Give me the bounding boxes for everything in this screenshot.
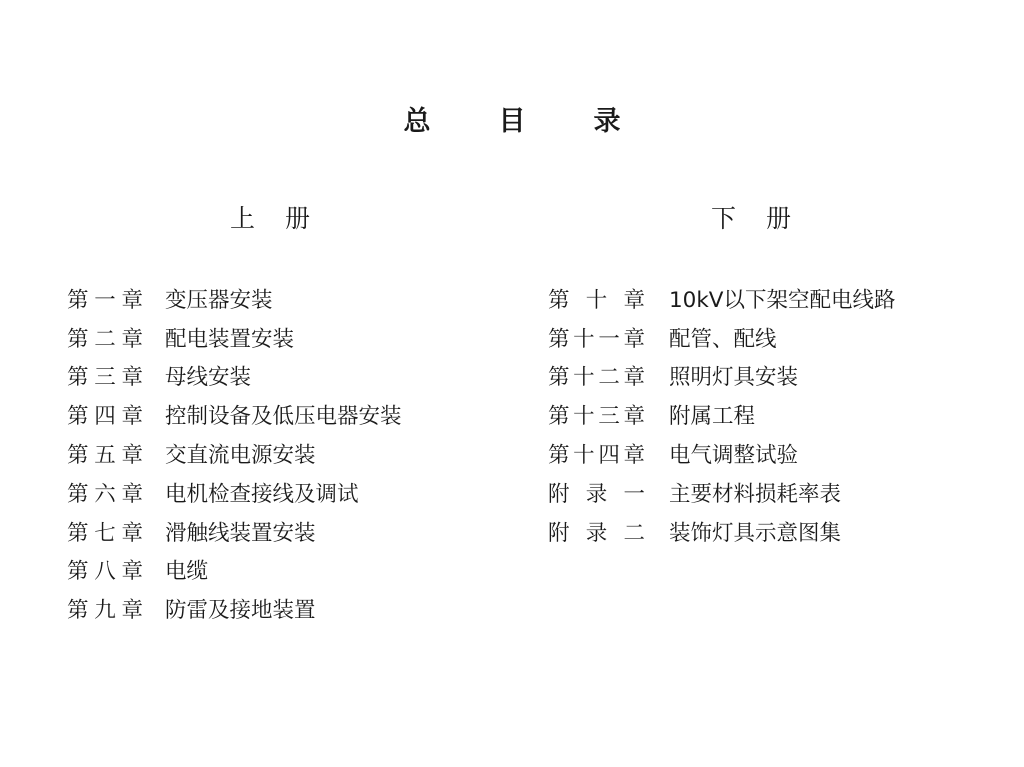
toc-entry bbox=[67, 357, 402, 396]
toc-entry bbox=[67, 279, 402, 318]
chapter-title: 电机检查接线及调试 bbox=[165, 481, 359, 507]
chapter-title: 防雷及接地装置 bbox=[165, 598, 316, 624]
chapter-title: 电缆 bbox=[165, 559, 209, 585]
chapter-title: 照明灯具安装 bbox=[669, 365, 799, 391]
chapter-title: 配电装置安装 bbox=[165, 326, 295, 352]
chapter-number: 第十一章 bbox=[548, 326, 645, 352]
volume-heading-lower: 下册 bbox=[711, 204, 822, 233]
chapter-title: 母线安装 bbox=[165, 365, 252, 391]
toc-entry bbox=[67, 512, 402, 551]
chapter-title: 装饰灯具示意图集 bbox=[669, 520, 842, 546]
chapter-title: 附属工程 bbox=[669, 404, 756, 430]
chapter-title: 交直流电源安装 bbox=[165, 443, 316, 469]
chapter-number: 第三章 bbox=[67, 365, 143, 391]
toc-entry bbox=[67, 589, 402, 628]
toc-entry bbox=[548, 279, 896, 318]
chapter-title: 主要材料损耗率表 bbox=[669, 481, 842, 507]
chapter-number: 第六章 bbox=[67, 481, 143, 507]
chapter-number: 第十四章 bbox=[548, 443, 645, 469]
toc-list-upper bbox=[67, 279, 402, 628]
toc-entry bbox=[548, 318, 896, 357]
chapter-number: 第十章 bbox=[548, 287, 645, 313]
chapter-number: 第十二章 bbox=[548, 365, 645, 391]
toc-entry bbox=[548, 473, 896, 512]
chapter-number: 附录一 bbox=[548, 481, 645, 507]
toc-entry bbox=[548, 395, 896, 434]
chapter-number: 第十三章 bbox=[548, 404, 645, 430]
toc-entry bbox=[67, 318, 402, 357]
toc-entry bbox=[67, 551, 402, 590]
chapter-number: 第二章 bbox=[67, 326, 143, 352]
chapter-number: 第四章 bbox=[67, 404, 143, 430]
chapter-title: 控制设备及低压电器安装 bbox=[165, 404, 402, 430]
toc-entry bbox=[548, 434, 896, 473]
toc-entry bbox=[67, 395, 402, 434]
chapter-title: 10kV以下架空配电线路 bbox=[669, 287, 896, 313]
chapter-number: 第一章 bbox=[67, 287, 143, 313]
toc-list-lower bbox=[548, 279, 896, 551]
chapter-title: 变压器安装 bbox=[165, 287, 273, 313]
chapter-title: 配管、配线 bbox=[669, 326, 777, 352]
toc-entry bbox=[548, 357, 896, 396]
chapter-title: 滑触线装置安装 bbox=[165, 520, 316, 546]
chapter-title: 电气调整试验 bbox=[669, 443, 799, 469]
toc-entry bbox=[67, 473, 402, 512]
chapter-number: 第九章 bbox=[67, 598, 143, 624]
chapter-number: 附录二 bbox=[548, 520, 645, 546]
chapter-number: 第五章 bbox=[67, 443, 143, 469]
chapter-number: 第七章 bbox=[67, 520, 143, 546]
chapter-number: 第八章 bbox=[67, 559, 143, 585]
page-title: 总目录 bbox=[403, 106, 689, 137]
volume-heading-upper: 上册 bbox=[230, 204, 341, 233]
toc-entry bbox=[67, 434, 402, 473]
toc-entry bbox=[548, 512, 896, 551]
